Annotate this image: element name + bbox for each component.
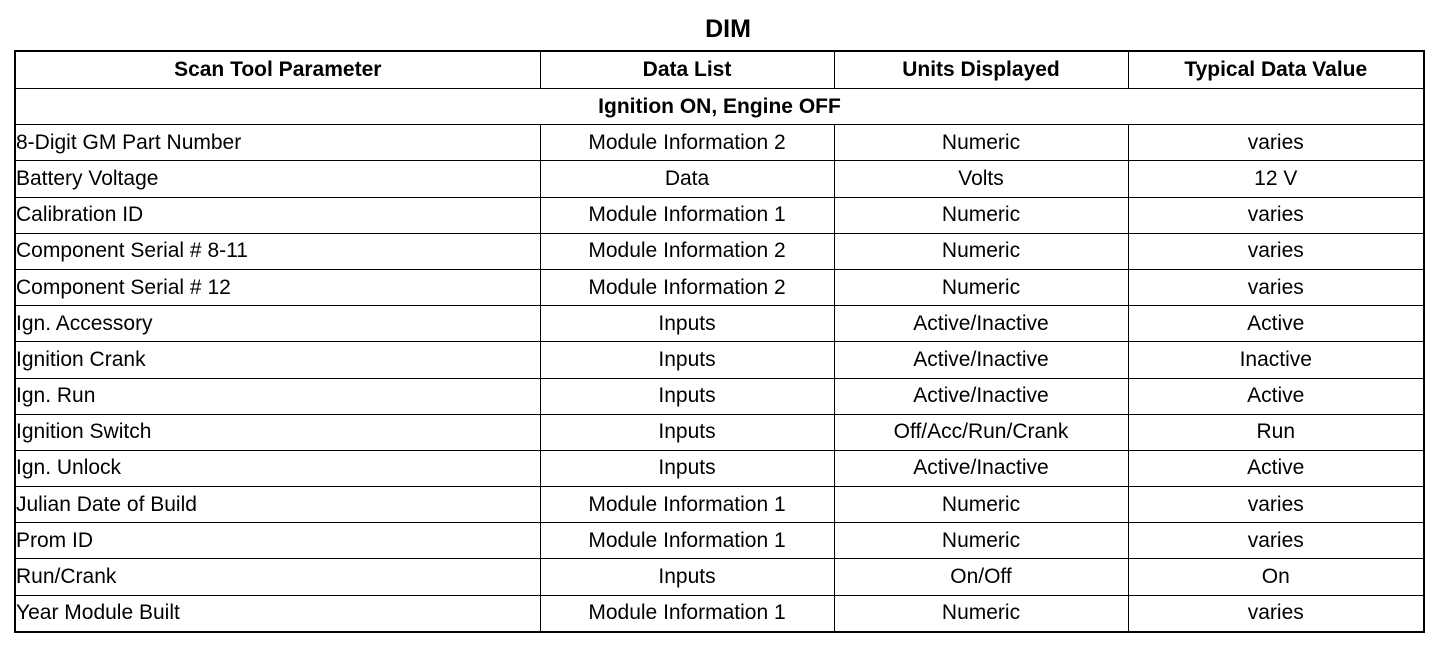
- cell-data-list: Inputs: [540, 450, 834, 486]
- cell-units-displayed: Active/Inactive: [834, 378, 1128, 414]
- cell-data-list: Inputs: [540, 306, 834, 342]
- table-row: [15, 523, 1424, 559]
- cell-parameter: Year Module Built: [15, 595, 540, 632]
- cell-units-displayed: Volts: [834, 161, 1128, 197]
- cell-parameter: Ignition Switch: [15, 414, 540, 450]
- table-row: [15, 378, 1424, 414]
- cell-units-displayed: Active/Inactive: [834, 306, 1128, 342]
- table-row: [15, 342, 1424, 378]
- cell-typical-data-value: varies: [1128, 487, 1424, 523]
- cell-typical-data-value: varies: [1128, 125, 1424, 161]
- cell-typical-data-value: Active: [1128, 378, 1424, 414]
- document-title: DIM: [705, 15, 751, 43]
- cell-units-displayed: Active/Inactive: [834, 450, 1128, 486]
- cell-typical-data-value: Active: [1128, 306, 1424, 342]
- table-row: [15, 269, 1424, 305]
- cell-typical-data-value: Active: [1128, 450, 1424, 486]
- table-body: [15, 89, 1424, 632]
- table-row: [15, 197, 1424, 233]
- cell-data-list: Inputs: [540, 414, 834, 450]
- table-row: [15, 450, 1424, 486]
- cell-typical-data-value: varies: [1128, 233, 1424, 269]
- cell-units-displayed: Numeric: [834, 197, 1128, 233]
- cell-data-list: Module Information 2: [540, 125, 834, 161]
- section-label: Ignition ON, Engine OFF: [15, 89, 1424, 125]
- cell-parameter: Component Serial # 12: [15, 269, 540, 305]
- cell-parameter: Julian Date of Build: [15, 487, 540, 523]
- cell-parameter: Ign. Accessory: [15, 306, 540, 342]
- section-row: [15, 89, 1424, 125]
- scan-tool-data-table: [14, 50, 1425, 633]
- column-header-units-displayed: Units Displayed: [834, 51, 1128, 89]
- cell-units-displayed: Numeric: [834, 233, 1128, 269]
- cell-units-displayed: Numeric: [834, 487, 1128, 523]
- cell-units-displayed: On/Off: [834, 559, 1128, 595]
- cell-data-list: Module Information 2: [540, 269, 834, 305]
- cell-parameter: Calibration ID: [15, 197, 540, 233]
- column-header-typical-data-value: Typical Data Value: [1128, 51, 1424, 89]
- cell-parameter: 8-Digit GM Part Number: [15, 125, 540, 161]
- cell-data-list: Inputs: [540, 342, 834, 378]
- cell-units-displayed: Off/Acc/Run/Crank: [834, 414, 1128, 450]
- cell-parameter: Ign. Run: [15, 378, 540, 414]
- cell-parameter: Run/Crank: [15, 559, 540, 595]
- cell-typical-data-value: varies: [1128, 269, 1424, 305]
- cell-typical-data-value: varies: [1128, 595, 1424, 632]
- cell-parameter: Prom ID: [15, 523, 540, 559]
- table-row: [15, 125, 1424, 161]
- cell-units-displayed: Numeric: [834, 269, 1128, 305]
- cell-units-displayed: Numeric: [834, 523, 1128, 559]
- header-row: [15, 51, 1424, 89]
- cell-typical-data-value: 12 V: [1128, 161, 1424, 197]
- cell-data-list: Inputs: [540, 378, 834, 414]
- cell-units-displayed: Active/Inactive: [834, 342, 1128, 378]
- cell-parameter: Component Serial # 8-11: [15, 233, 540, 269]
- cell-data-list: Module Information 1: [540, 487, 834, 523]
- cell-typical-data-value: Inactive: [1128, 342, 1424, 378]
- cell-parameter: Battery Voltage: [15, 161, 540, 197]
- cell-units-displayed: Numeric: [834, 125, 1128, 161]
- table-row: [15, 559, 1424, 595]
- table-row: [15, 233, 1424, 269]
- table-row: [15, 487, 1424, 523]
- column-header-scan-tool-parameter: Scan Tool Parameter: [15, 51, 540, 89]
- table-row: [15, 161, 1424, 197]
- table-row: [15, 414, 1424, 450]
- cell-data-list: Module Information 2: [540, 233, 834, 269]
- cell-data-list: Inputs: [540, 559, 834, 595]
- cell-units-displayed: Numeric: [834, 595, 1128, 632]
- cell-data-list: Module Information 1: [540, 197, 834, 233]
- cell-typical-data-value: On: [1128, 559, 1424, 595]
- cell-data-list: Module Information 1: [540, 523, 834, 559]
- cell-data-list: Module Information 1: [540, 595, 834, 632]
- cell-data-list: Data: [540, 161, 834, 197]
- cell-parameter: Ignition Crank: [15, 342, 540, 378]
- cell-typical-data-value: Run: [1128, 414, 1424, 450]
- cell-parameter: Ign. Unlock: [15, 450, 540, 486]
- cell-typical-data-value: varies: [1128, 523, 1424, 559]
- column-header-data-list: Data List: [540, 51, 834, 89]
- table-row: [15, 595, 1424, 632]
- cell-typical-data-value: varies: [1128, 197, 1424, 233]
- table-row: [15, 306, 1424, 342]
